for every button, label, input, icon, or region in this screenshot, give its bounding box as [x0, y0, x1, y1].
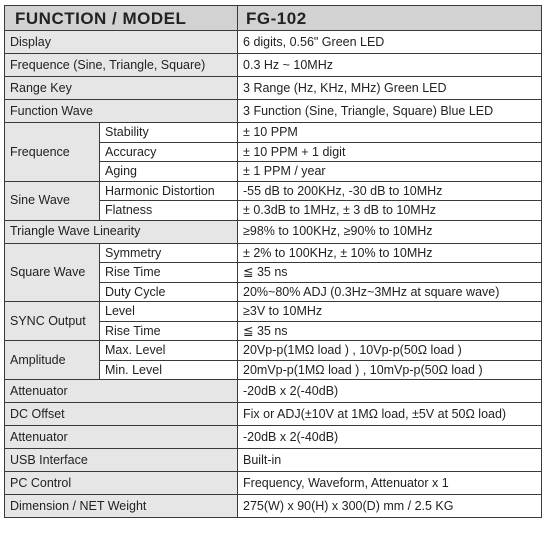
table-row-usb-interface	[5, 449, 542, 472]
duty-cycle-value: 20%~80% ADJ (0.3Hz~3MHz at square wave)	[238, 282, 542, 302]
usb-interface-label: USB Interface	[5, 449, 238, 472]
frequence-range-value: 0.3 Hz ~ 10MHz	[238, 54, 542, 77]
dimension-value: 275(W) x 90(H) x 300(D) mm / 2.5 KG	[238, 495, 542, 518]
square-rise-time-label: Rise Time	[100, 263, 238, 283]
sync-level-label: Level	[100, 302, 238, 322]
table-row-attenuator-1	[5, 380, 542, 403]
header-model: FG-102	[238, 6, 542, 31]
table-row-function-wave	[5, 100, 542, 123]
function-wave-value: 3 Function (Sine, Triangle, Square) Blue LED	[238, 100, 542, 123]
frequence-group-label: Frequence	[5, 123, 100, 182]
dimension-label: Dimension / NET Weight	[5, 495, 238, 518]
sine-wave-group-label: Sine Wave	[5, 181, 100, 220]
flatness-value: ± 0.3dB to 1MHz, ± 3 dB to 10MHz	[238, 201, 542, 221]
display-label: Display	[5, 31, 238, 54]
range-key-value: 3 Range (Hz, KHz, MHz) Green LED	[238, 77, 542, 100]
pc-control-label: PC Control	[5, 472, 238, 495]
table-row-frequence-range	[5, 54, 542, 77]
table-row-pc-control	[5, 472, 542, 495]
spec-table	[4, 5, 542, 518]
table-row-dc-offset	[5, 403, 542, 426]
attenuator-2-label: Attenuator	[5, 426, 238, 449]
dc-offset-value: Fix or ADJ(±10V at 1MΩ load, ±5V at 50Ω load)	[238, 403, 542, 426]
aging-label: Aging	[100, 162, 238, 182]
range-key-label: Range Key	[5, 77, 238, 100]
accuracy-value: ± 10 PPM + 1 digit	[238, 142, 542, 162]
symmetry-label: Symmetry	[100, 243, 238, 263]
symmetry-value: ± 2% to 100KHz, ± 10% to 10MHz	[238, 243, 542, 263]
attenuator-1-value: -20dB x 2(-40dB)	[238, 380, 542, 403]
dc-offset-label: DC Offset	[5, 403, 238, 426]
harmonic-distortion-label: Harmonic Distortion	[100, 181, 238, 201]
max-level-value: 20Vp-p(1MΩ load ) , 10Vp-p(50Ω load )	[238, 341, 542, 361]
stability-value: ± 10 PPM	[238, 123, 542, 143]
table-row-max-level	[5, 341, 542, 361]
sync-rise-time-value: ≦ 35 ns	[238, 321, 542, 341]
accuracy-label: Accuracy	[100, 142, 238, 162]
display-value: 6 digits, 0.56" Green LED	[238, 31, 542, 54]
table-row-attenuator-2	[5, 426, 542, 449]
sync-rise-time-label: Rise Time	[100, 321, 238, 341]
triangle-linearity-value: ≥98% to 100KHz, ≥90% to 10MHz	[238, 220, 542, 243]
table-row-range-key	[5, 77, 542, 100]
duty-cycle-label: Duty Cycle	[100, 282, 238, 302]
min-level-label: Min. Level	[100, 360, 238, 380]
header-row	[5, 6, 542, 31]
usb-interface-value: Built-in	[238, 449, 542, 472]
table-row-dimension	[5, 495, 542, 518]
table-row-stability	[5, 123, 542, 143]
frequence-range-label: Frequence (Sine, Triangle, Square)	[5, 54, 238, 77]
function-wave-label: Function Wave	[5, 100, 238, 123]
table-row-display	[5, 31, 542, 54]
min-level-value: 20mVp-p(1MΩ load ) , 10mVp-p(50Ω load )	[238, 360, 542, 380]
table-row-sync-level	[5, 302, 542, 322]
max-level-label: Max. Level	[100, 341, 238, 361]
table-row-harmonic-distortion	[5, 181, 542, 201]
aging-value: ± 1 PPM / year	[238, 162, 542, 182]
square-wave-group-label: Square Wave	[5, 243, 100, 302]
attenuator-2-value: -20dB x 2(-40dB)	[238, 426, 542, 449]
sync-output-group-label: SYNC Output	[5, 302, 100, 341]
square-rise-time-value: ≦ 35 ns	[238, 263, 542, 283]
pc-control-value: Frequency, Waveform, Attenuator x 1	[238, 472, 542, 495]
stability-label: Stability	[100, 123, 238, 143]
harmonic-distortion-value: -55 dB to 200KHz, -30 dB to 10MHz	[238, 181, 542, 201]
flatness-label: Flatness	[100, 201, 238, 221]
triangle-linearity-label: Triangle Wave Linearity	[5, 220, 238, 243]
sync-level-value: ≥3V to 10MHz	[238, 302, 542, 322]
table-row-symmetry	[5, 243, 542, 263]
amplitude-group-label: Amplitude	[5, 341, 100, 380]
attenuator-1-label: Attenuator	[5, 380, 238, 403]
table-row-triangle-linearity	[5, 220, 542, 243]
header-function-model: FUNCTION / MODEL	[5, 6, 238, 31]
